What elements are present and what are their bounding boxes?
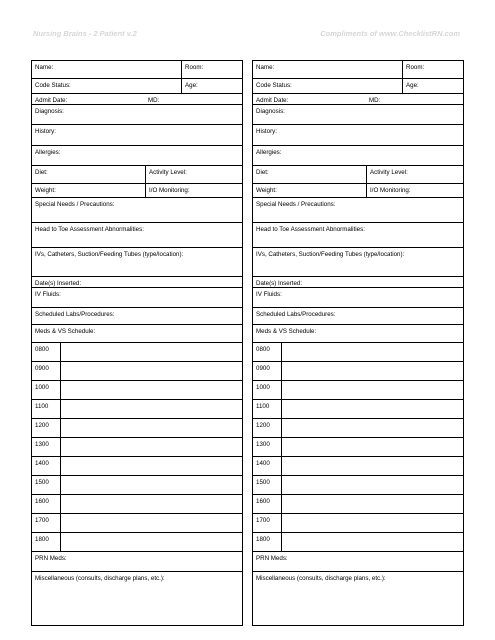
io-monitoring-field-label: I/O Monitoring: [149,187,190,194]
diet-row[interactable] [32,166,242,184]
meds-vs-field-label: Meds & VS Schedule: [256,328,317,335]
dates-inserted-field[interactable] [253,277,463,287]
md-field[interactable] [366,94,463,104]
hour-row[interactable] [32,476,242,495]
website-credit: Compliments of www.ChecklistRN.com [320,29,460,38]
hour-label-cell-label: 1200 [35,422,49,429]
code-status-field-label: Code Status: [35,82,71,89]
hour-label-cell-label: 1400 [256,460,270,467]
hour-entry-field[interactable] [60,495,242,513]
activity-level-field[interactable] [145,166,242,183]
misc-field[interactable] [253,572,463,625]
hour-label-cell-label: 1500 [256,479,270,486]
head-to-toe-field[interactable] [32,223,242,247]
meds-vs-field[interactable] [32,325,242,342]
hour-label-cell[interactable] [32,438,60,456]
hour-label-cell-label: 1700 [256,517,270,524]
hour-label-cell-label: 0900 [256,365,270,372]
hour-entry-field[interactable] [60,419,242,437]
history-field[interactable] [32,125,242,145]
weight-field[interactable] [253,184,366,197]
weight-field-label: Weight: [256,187,277,194]
hour-label-cell[interactable] [253,533,281,551]
history-row[interactable] [32,125,242,146]
hour-entry-field[interactable] [281,362,463,380]
scheduled-labs-field[interactable] [253,308,463,324]
meds-vs-field-label: Meds & VS Schedule: [35,328,96,335]
prn-meds-field[interactable] [32,552,242,571]
diet-field[interactable] [32,166,145,183]
prn-meds-row[interactable] [253,552,463,572]
form-title: Nursing Brains - 2 Patient v.2 [33,29,137,38]
hour-entry-field[interactable] [60,362,242,380]
iv-fluids-field[interactable] [32,288,242,307]
hour-label-cell[interactable] [32,533,60,551]
md-field[interactable] [145,94,242,104]
activity-level-field[interactable] [366,166,463,183]
hour-entry-field[interactable] [281,438,463,456]
hour-row[interactable] [253,381,463,400]
hour-label-cell-label: 1300 [256,441,270,448]
activity-level-field-label: Activity Level: [370,169,408,176]
misc-field[interactable] [32,572,242,625]
hour-label-cell-label: 1000 [256,384,270,391]
ivs-field-label: IVs, Catheters, Suction/Feeding Tubes (type/location): [256,251,405,258]
head-to-toe-row[interactable] [32,223,242,248]
misc-row[interactable] [253,572,463,626]
ivs-field-label: IVs, Catheters, Suction/Feeding Tubes (type/location): [35,251,184,258]
hour-label-cell[interactable] [32,476,60,494]
hour-row[interactable] [32,419,242,438]
hour-label-cell-label: 1800 [35,536,49,543]
head-to-toe-field-label: Head to Toe Assessment Abnormalities: [35,226,144,233]
hour-entry-field[interactable] [60,514,242,532]
diet-row[interactable] [253,166,463,184]
ivs-field[interactable] [253,248,463,276]
allergies-field-label: Allergies: [256,149,282,156]
scheduled-labs-row[interactable] [32,308,242,325]
head-to-toe-row[interactable] [253,223,463,248]
admit-date-field-label: Admit Date: [35,97,68,104]
hour-label-cell[interactable] [253,400,281,418]
hour-row[interactable] [253,457,463,476]
room-field-label: Room: [185,64,204,71]
history-row[interactable] [253,125,463,146]
allergies-row[interactable] [32,146,242,166]
allergies-row[interactable] [253,146,463,166]
hour-row[interactable] [32,533,242,552]
scheduled-labs-field-label: Scheduled Labs/Procedures: [35,311,115,318]
hour-label-cell[interactable] [253,419,281,437]
misc-field-label: Miscellaneous (consults, discharge plans, etc.): [256,575,386,582]
admit-date-field[interactable] [32,94,145,104]
admit-date-row[interactable] [32,94,242,105]
hour-entry-field[interactable] [281,514,463,532]
hour-entry-field[interactable] [281,476,463,494]
weight-field[interactable] [32,184,145,197]
hour-row[interactable] [32,400,242,419]
hour-row[interactable] [253,495,463,514]
prn-meds-row[interactable] [32,552,242,572]
ivs-row[interactable] [253,248,463,277]
history-field-label: History: [35,128,56,135]
prn-meds-field-label: PRN Meds: [35,555,67,562]
hour-row[interactable] [32,514,242,533]
ivs-field[interactable] [32,248,242,276]
admit-date-row[interactable] [253,94,463,105]
history-field-label: History: [256,128,277,135]
hour-row[interactable] [32,381,242,400]
hour-row[interactable] [253,343,463,362]
scheduled-labs-field[interactable] [32,308,242,324]
hour-row[interactable] [253,438,463,457]
meds-vs-field[interactable] [253,325,463,342]
weight-field-label: Weight: [35,187,56,194]
diagnosis-field[interactable] [253,105,463,124]
age-field-label: Age: [406,82,419,89]
patient-sheet-1 [31,60,243,626]
hour-label-cell[interactable] [253,457,281,475]
history-field[interactable] [253,125,463,145]
allergies-field[interactable] [32,146,242,165]
hour-label-cell[interactable] [253,495,281,513]
hour-label-cell-label: 1600 [256,498,270,505]
hour-entry-field[interactable] [60,438,242,456]
admit-date-field[interactable] [253,94,366,104]
hour-row[interactable] [253,533,463,552]
hour-entry-field[interactable] [281,495,463,513]
hour-label-cell-label: 1100 [35,403,49,410]
hour-row[interactable] [253,514,463,533]
age-field-label: Age: [185,82,198,89]
hour-entry-field[interactable] [281,400,463,418]
md-field-label: MD: [148,97,160,104]
diagnosis-field[interactable] [32,105,242,124]
special-needs-field-label: Special Needs / Precautions: [35,201,115,208]
hour-label-cell-label: 1300 [35,441,49,448]
patient-sheet-2 [252,60,464,626]
name-field[interactable] [253,61,402,78]
hour-label-cell[interactable] [253,438,281,456]
md-field-label: MD: [369,97,381,104]
hour-row[interactable] [32,457,242,476]
diagnosis-field-label: Diagnosis: [256,108,285,115]
code-status-field-label: Code Status: [256,82,292,89]
hour-label-cell[interactable] [253,343,281,361]
hour-label-cell-label: 1600 [35,498,49,505]
special-needs-field[interactable] [32,198,242,222]
hour-entry-field[interactable] [60,457,242,475]
code-status-row[interactable] [32,79,242,94]
diagnosis-field-label: Diagnosis: [35,108,64,115]
diet-field-label: Diet: [35,169,48,176]
scheduled-labs-field-label: Scheduled Labs/Procedures: [256,311,336,318]
hour-label-cell-label: 1800 [256,536,270,543]
hour-label-cell[interactable] [253,381,281,399]
head-to-toe-field-label: Head to Toe Assessment Abnormalities: [256,226,365,233]
dates-inserted-field-label: Date(s) Inserted: [35,280,82,287]
special-needs-row[interactable] [253,198,463,223]
dates-inserted-field-label: Date(s) Inserted: [256,280,303,287]
hour-label-cell[interactable] [32,343,60,361]
special-needs-field[interactable] [253,198,463,222]
hour-label-cell[interactable] [32,400,60,418]
hour-entry-field[interactable] [281,381,463,399]
head-to-toe-field[interactable] [253,223,463,247]
code-status-field[interactable] [253,79,402,93]
hour-label-cell-label: 1000 [35,384,49,391]
hour-label-cell-label: 0800 [256,346,270,353]
dates-inserted-field[interactable] [32,277,242,287]
iv-fluids-field-label: IV Fluids: [256,291,282,298]
hour-label-cell[interactable] [253,514,281,532]
hour-label-cell-label: 1200 [256,422,270,429]
hour-row[interactable] [253,419,463,438]
hour-label-cell[interactable] [32,495,60,513]
name-row[interactable] [253,61,463,79]
hour-row[interactable] [253,400,463,419]
hour-entry-field[interactable] [60,343,242,361]
hour-label-cell-label: 1500 [35,479,49,486]
hour-label-cell[interactable] [32,381,60,399]
name-field-label: Name: [256,64,275,71]
hour-row[interactable] [32,495,242,514]
weight-row[interactable] [253,184,463,198]
allergies-field-label: Allergies: [35,149,61,156]
name-row[interactable] [32,61,242,79]
hour-label-cell[interactable] [32,419,60,437]
hour-entry-field[interactable] [281,533,463,551]
hour-row[interactable] [32,343,242,362]
code-status-field[interactable] [32,79,181,93]
io-monitoring-field[interactable] [145,184,242,197]
special-needs-field-label: Special Needs / Precautions: [256,201,336,208]
io-monitoring-field-label: I/O Monitoring: [370,187,411,194]
meds-vs-row[interactable] [32,325,242,343]
scheduled-labs-row[interactable] [253,308,463,325]
iv-fluids-field-label: IV Fluids: [35,291,61,298]
name-field-label: Name: [35,64,54,71]
hour-label-cell-label: 1400 [35,460,49,467]
hour-entry-field[interactable] [281,419,463,437]
hour-label-cell[interactable] [253,362,281,380]
dates-inserted-row[interactable] [253,277,463,288]
hour-label-cell[interactable] [32,362,60,380]
room-field-label: Room: [406,64,425,71]
admit-date-field-label: Admit Date: [256,97,289,104]
room-field[interactable] [402,61,463,78]
hour-entry-field[interactable] [281,343,463,361]
weight-row[interactable] [32,184,242,198]
meds-vs-row[interactable] [253,325,463,343]
ivs-row[interactable] [32,248,242,277]
hour-label-cell[interactable] [32,457,60,475]
diagnosis-row[interactable] [32,105,242,125]
age-field[interactable] [402,79,463,93]
iv-fluids-row[interactable] [253,288,463,308]
io-monitoring-field[interactable] [366,184,463,197]
hour-label-cell-label: 1700 [35,517,49,524]
iv-fluids-row[interactable] [32,288,242,308]
misc-row[interactable] [32,572,242,626]
iv-fluids-field[interactable] [253,288,463,307]
dates-inserted-row[interactable] [32,277,242,288]
hour-entry-field[interactable] [60,400,242,418]
hour-label-cell-label: 1100 [256,403,270,410]
hour-row[interactable] [32,438,242,457]
prn-meds-field[interactable] [253,552,463,571]
diagnosis-row[interactable] [253,105,463,125]
activity-level-field-label: Activity Level: [149,169,187,176]
name-field[interactable] [32,61,181,78]
prn-meds-field-label: PRN Meds: [256,555,288,562]
hour-row[interactable] [253,362,463,381]
hour-label-cell[interactable] [253,476,281,494]
hour-entry-field[interactable] [60,476,242,494]
hour-entry-field[interactable] [60,533,242,551]
allergies-field[interactable] [253,146,463,165]
hour-entry-field[interactable] [60,381,242,399]
hour-entry-field[interactable] [281,457,463,475]
misc-field-label: Miscellaneous (consults, discharge plans, etc.): [35,575,165,582]
diet-field-label: Diet: [256,169,269,176]
diet-field[interactable] [253,166,366,183]
room-field[interactable] [181,61,242,78]
hour-row[interactable] [32,362,242,381]
age-field[interactable] [181,79,242,93]
hour-label-cell-label: 0900 [35,365,49,372]
special-needs-row[interactable] [32,198,242,223]
hour-label-cell-label: 0800 [35,346,49,353]
hour-label-cell[interactable] [32,514,60,532]
code-status-row[interactable] [253,79,463,94]
hour-row[interactable] [253,476,463,495]
